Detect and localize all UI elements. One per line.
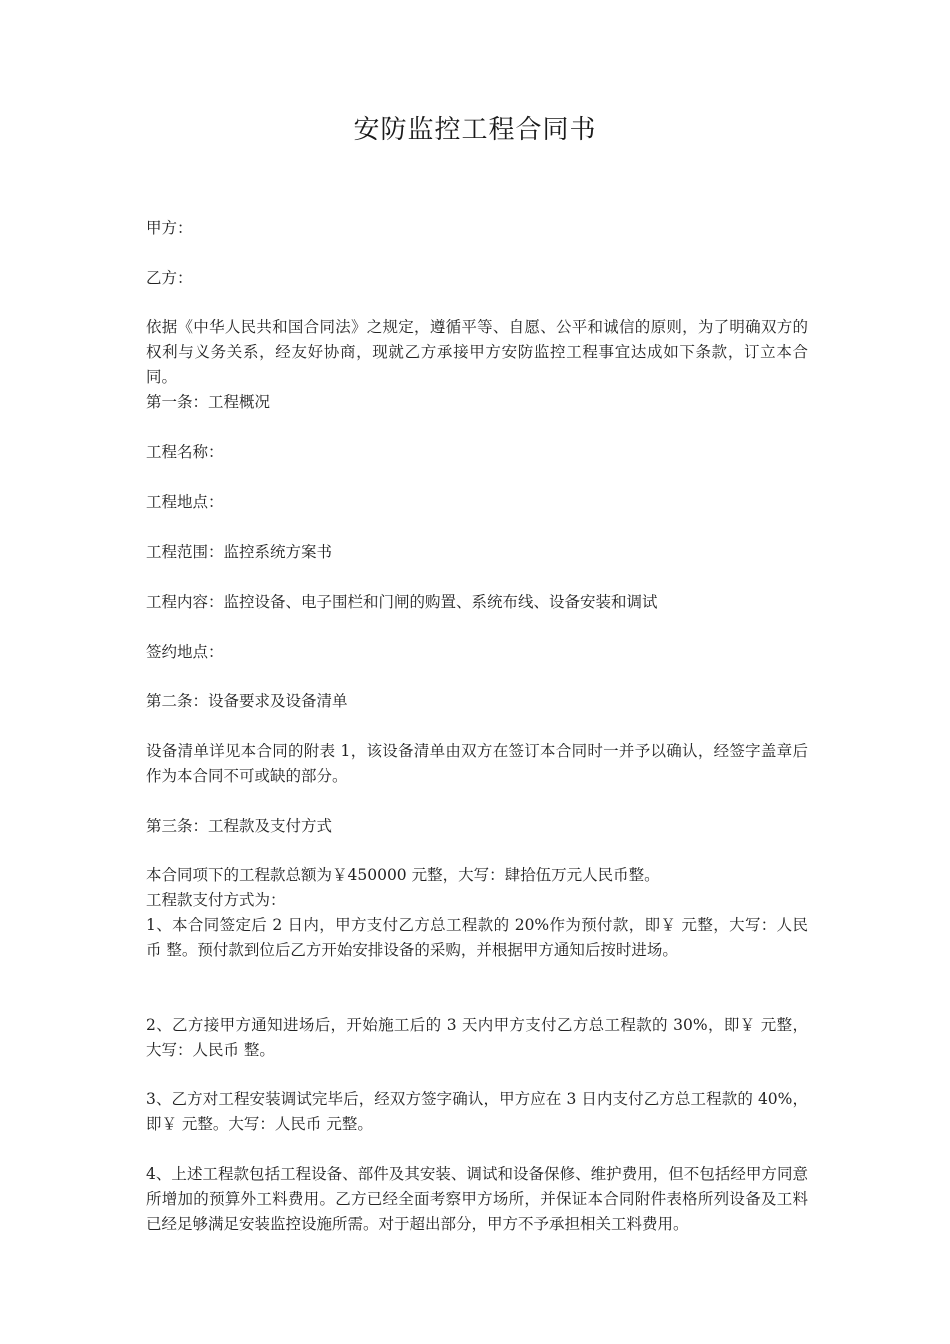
preamble-paragraph: 依据《中华人民共和国合同法》之规定，遵循平等、自愿、公平和诚信的原则，为了明确双方的权利与义务关系，经友好协商，现就乙方承接甲方安防监控工程事宜达成如下条款，订立本合同。 [146,318,808,386]
project-scope-field: 工程范围：监控系统方案书 [146,543,333,561]
project-content-field: 工程内容：监控设备、电子围栏和门闸的购置、系统布线、设备安装和调试 [146,593,658,611]
payment-method-line: 工程款支付方式为： [146,891,286,909]
payment-item-1: 1、本合同签定后 2 日内，甲方支付乙方总工程款的 20%作为预付款，即￥ 元整，大写：人民币 整。预付款到位后乙方开始安排设备的采购，并根据甲方通知后按时进场。 [146,916,808,959]
article-1-heading: 第一条：工程概况 [146,393,271,411]
project-location-field: 工程地点： [146,493,224,511]
payment-item-3: 3、乙方对工程安装调试完毕后，经双方签字确认，甲方应在 3 日内支付乙方总工程款的 40%，即￥ 元整。大写：人民币 元整。 [146,1090,808,1133]
equipment-list-paragraph: 设备清单详见本合同的附表 1，该设备清单由双方在签订本合同时一并予以确认，经签字盖章后作为本合同不可或缺的部分。 [146,742,808,785]
payment-item-4: 4、上述工程款包括工程设备、部件及其安装、调试和设备保修、维护费用，但不包括经甲方同意所增加的预算外工料费用。乙方已经全面考察甲方场所，并保证本合同附件表格所列设备及工料已经足够满足安装监控设施所需。对于超出部分，甲方不予承担相关工料费用。 [146,1165,808,1233]
article-3-heading: 第三条：工程款及支付方式 [146,817,333,835]
project-name-field: 工程名称： [146,443,224,461]
party-b-label: 乙方： [146,269,193,287]
total-amount-line: 本合同项下的工程款总额为￥450000 元整，大写：肆拾伍万元人民币整。 [146,866,660,884]
article-2-heading: 第二条：设备要求及设备清单 [146,692,348,710]
party-a-label: 甲方： [146,219,193,237]
document-title: 安防监控工程合同书 [353,115,597,145]
payment-item-2: 2、乙方接甲方通知进场后，开始施工后的 3 天内甲方支付乙方总工程款的 30%，即￥ 元整，大写：人民币 整。 [146,1016,808,1059]
signing-location-field: 签约地点： [146,643,224,661]
